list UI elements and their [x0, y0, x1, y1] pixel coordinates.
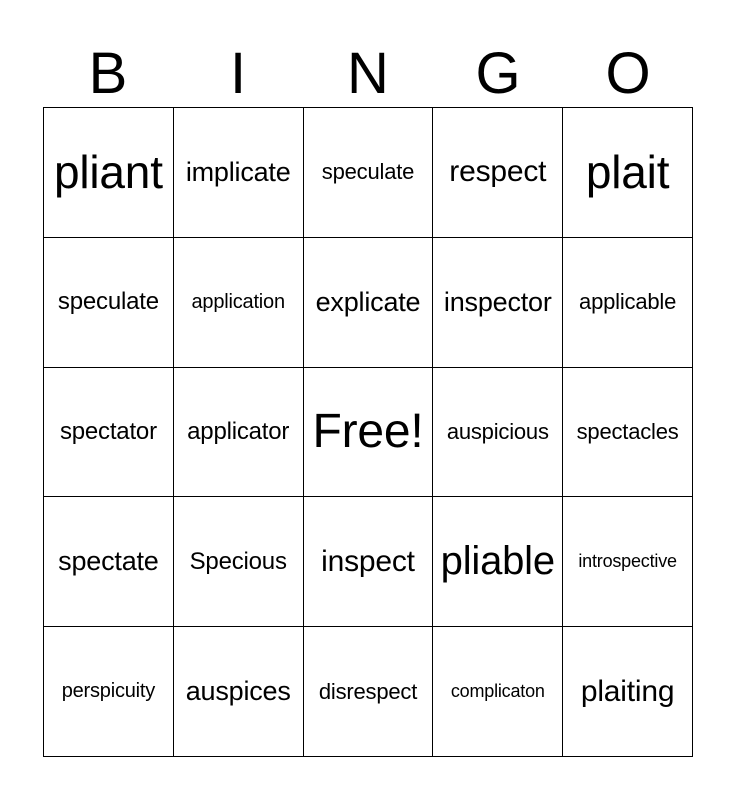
bingo-cell: perspicuity — [44, 627, 174, 757]
bingo-cell: pliable — [433, 497, 563, 627]
bingo-cell: auspices — [174, 627, 304, 757]
bingo-cell: inspector — [433, 238, 563, 368]
header-letter-b: B — [88, 41, 128, 106]
free-space-cell: Free! — [304, 368, 434, 498]
bingo-board — [43, 107, 693, 757]
bingo-cell: complicaton — [433, 627, 563, 757]
bingo-cell: speculate — [44, 238, 174, 368]
bingo-cell: plaiting — [563, 627, 693, 757]
bingo-cell: spectacles — [563, 368, 693, 498]
bingo-cell: auspicious — [433, 368, 563, 498]
bingo-header — [43, 40, 693, 108]
bingo-cell: pliant — [44, 108, 174, 238]
bingo-cell: explicate — [304, 238, 434, 368]
bingo-cell: speculate — [304, 108, 434, 238]
bingo-cell: spectate — [44, 497, 174, 627]
header-letter-g: G — [475, 41, 521, 106]
bingo-cell: Specious — [174, 497, 304, 627]
header-letter-i: I — [229, 41, 247, 106]
bingo-cell: introspective — [563, 497, 693, 627]
bingo-cell: respect — [433, 108, 563, 238]
bingo-cell: plait — [563, 108, 693, 238]
bingo-cell: inspect — [304, 497, 434, 627]
bingo-cell: application — [174, 238, 304, 368]
bingo-cell: implicate — [174, 108, 304, 238]
bingo-cell: spectator — [44, 368, 174, 498]
header-letter-o: O — [605, 41, 651, 106]
bingo-cell: disrespect — [304, 627, 434, 757]
header-letter-n: N — [347, 41, 389, 106]
bingo-cell: applicable — [563, 238, 693, 368]
bingo-cell: applicator — [174, 368, 304, 498]
